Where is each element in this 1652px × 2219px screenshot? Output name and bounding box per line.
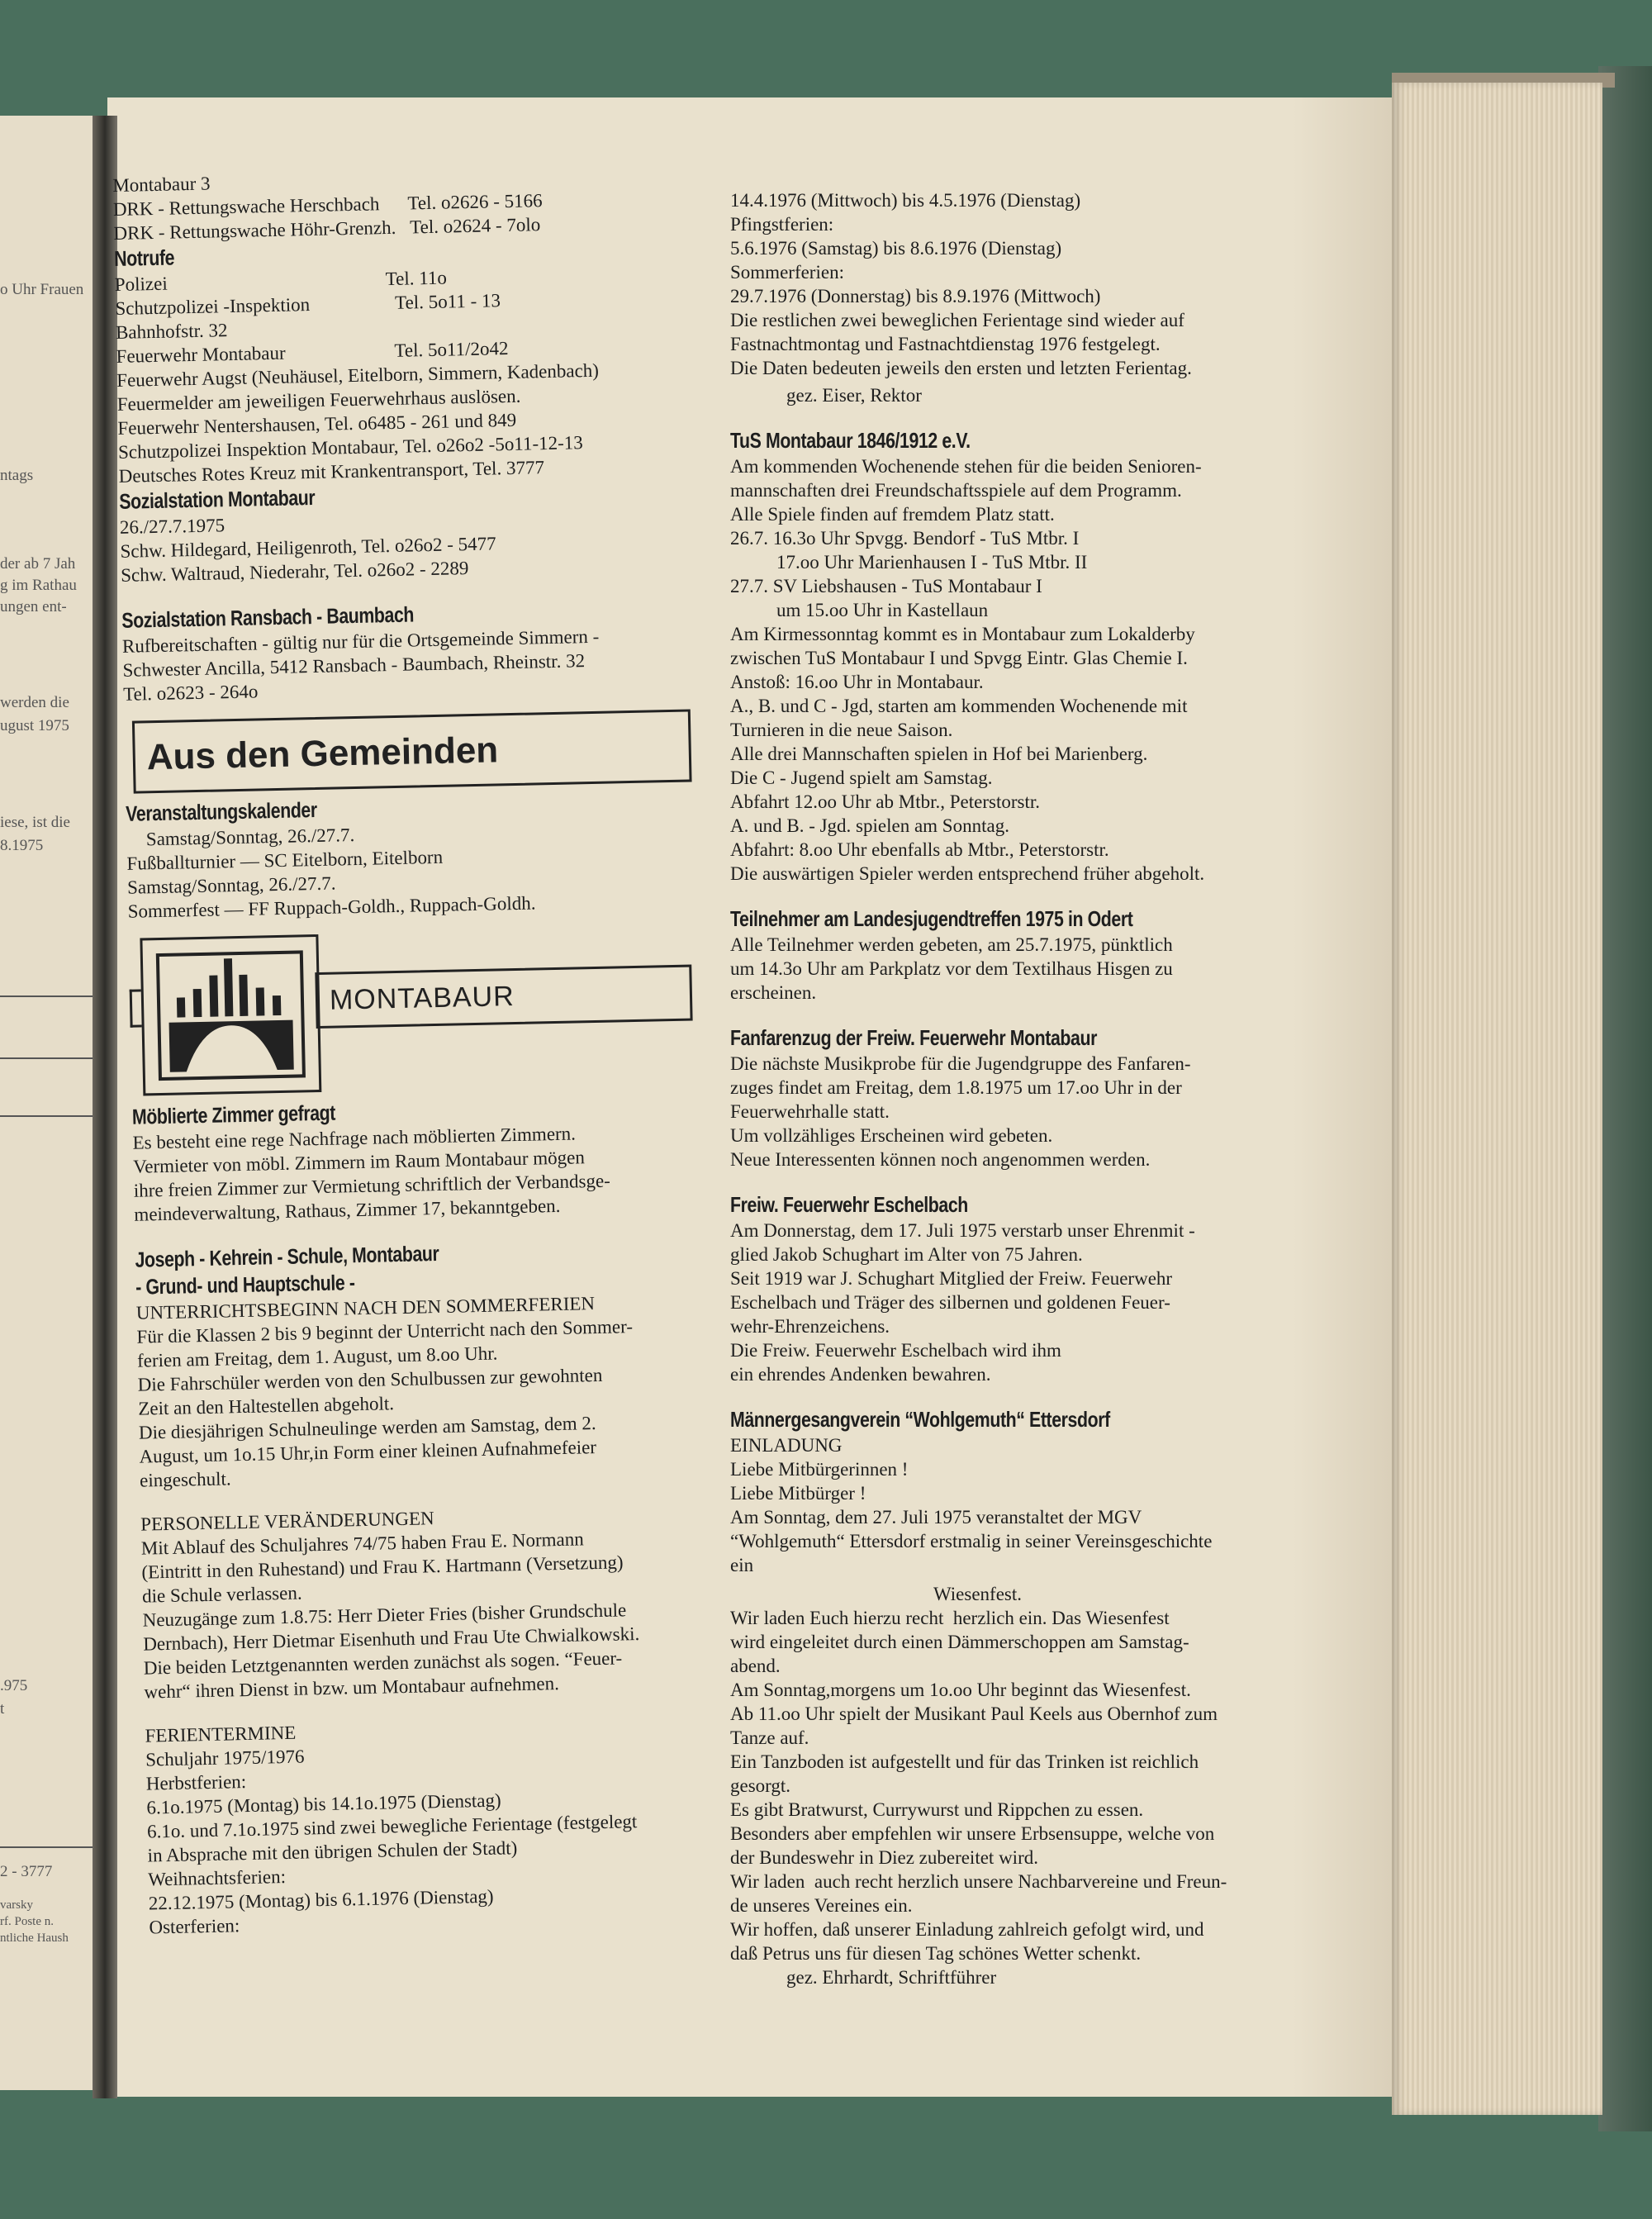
text-line: in Absprache mit den übrigen Schulen der Stadt) [147,1837,518,1866]
text-line: UNTERRICHTSBEGINN NACH DEN SOMMERFERIEN [135,1293,596,1323]
text-line: A., B. und C - Jgd, starten am kommenden Wochenende mit [730,696,1188,716]
text-line: 14.4.1976 (Mittwoch) bis 4.5.1976 (Dienstag) [730,190,1081,211]
text-line: Feuerwehr Montabaur Tel. 5o11/2o42 [116,338,509,367]
section-subheading: - Grund- und Hauptschule - [135,1270,355,1300]
text-line: 6.1o. und 7.1o.1975 sind zwei bewegliche Ferientage (festgelegt [146,1811,638,1842]
text-line: Anstoß: 16.oo Uhr in Montabaur. [730,672,984,692]
section-heading: Möblierte Zimmer gefragt [131,1100,336,1129]
text-line: Schuljahr 1975/1976 [145,1746,305,1770]
coat-of-arms-logo [140,934,321,1095]
text-line: Fastnachtmontag und Fastnachtdienstag 1976 festgelegt. [730,334,1161,354]
text-line: Wir hoffen, daß unserer Einladung zahlreich gefolgt wird, und [730,1919,1204,1940]
text-line: Wir laden auch recht herzlich unsere Nachbarvereine und Freun- [730,1871,1227,1892]
text-line: Rufbereitschaften - gültig nur für die Ortsgemeinde Simmern - [121,625,600,657]
text-line: Dernbach), Herr Dietmar Eisenhuth und Frau Ute Chwialkowski. [143,1623,640,1655]
text-line: Feuerwehr Augst (Neuhäusel, Eitelborn, Simmern, Kadenbach) [116,359,600,391]
emergency-numbers [112,161,705,488]
text-line: gesorgt. [730,1775,791,1796]
logo-label: MONTABAUR [329,980,515,1016]
left-fragment: der ab 7 Jah [0,555,76,573]
section-heading: Fanfarenzug der Freiw. Feuerwehr Montabaur [730,1025,1097,1050]
right-column [730,188,1358,1989]
logo-label-box [315,965,692,1029]
text-line: Montabaur 3 [112,173,211,196]
text-line: Alle Spiele finden auf fremdem Platz statt. [730,504,1055,525]
text-line: Sommerferien: [730,262,844,283]
text-line: mannschaften drei Freundschaftsspiele auf dem Programm. [730,480,1182,501]
text-line: Feuerwehrhalle statt. [730,1101,890,1122]
text-line: Herbstferien: [145,1771,247,1794]
left-fragment: iese, ist die [0,814,70,831]
text-line: daß Petrus uns für diesen Tag schönes Wetter schenkt. [730,1943,1142,1964]
text-line: Alle drei Mannschaften spielen in Hof bei Marienberg. [730,744,1148,764]
text-line: Samstag/Sonntag, 26./27.7. [126,872,336,898]
text-line: um 15.oo Uhr in Kastellaun [776,600,989,620]
text-line: DRK - Rettungswache Herschbach Tel. o2626 - 5166 [112,190,543,220]
text-line: Am Sonntag, dem 27. Juli 1975 veranstaltet der MGV [730,1507,1142,1528]
text-line: Wiesenfest. [933,1584,1023,1604]
text-line: 26./27.7.1975 [119,515,225,538]
text-line: 5.6.1976 (Samstag) bis 8.6.1976 (Dienstag) [730,238,1062,259]
text-line: DRK - Rettungswache Höhr-Grenzh. Tel. o2624 - 7olo [113,214,541,244]
text-line: Deutsches Rotes Kreuz mit Krankentransport, Tel. 3777 [118,457,545,487]
section-heading: Teilnehmer am Landesjugendtreffen 1975 in Odert [730,906,1133,931]
text-line: Am kommenden Wochenende stehen für die beiden Senioren- [730,456,1202,477]
text-line: Seit 1919 war J. Schughart Mitglied der Freiw. Feuerwehr [730,1268,1173,1289]
text-line: wird eingeleitet durch einen Dämmerschoppen am Samstag- [730,1632,1189,1652]
section-heading: Freiw. Feuerwehr Eschelbach [730,1192,968,1217]
text-line: Zeit an den Haltestellen abgeholt. [138,1393,395,1419]
text-line: ein [730,1555,754,1575]
text-line: die Schule verlassen. [141,1582,302,1607]
text-line: Die diesjährigen Schulneulinge werden am Samstag, dem 2. [138,1413,596,1443]
text-line: Osterferien: [149,1915,240,1938]
text-line: Besonders aber empfehlen wir unsere Erbsensuppe, welche von [730,1823,1215,1844]
section-heading: Notrufe [113,245,175,271]
text-line: Feuermelder am jeweiligen Feuerwehrhaus auslösen. [116,385,521,415]
text-line: PERSONELLE VERÄNDERUNGEN [140,1508,434,1535]
text-line: Am Donnerstag, dem 17. Juli 1975 verstarb unser Ehrenmit - [730,1220,1195,1241]
text-line: Die Fahrschüler werden von den Schulbussen zur gewohnten [137,1364,603,1395]
text-line: ihre freien Zimmer zur Vermietung schriftlich der Verbandsge- [133,1170,611,1201]
text-line: Schutzpolizei Inspektion Montabaur, Tel. o26o2 -5o11-12-13 [117,432,583,463]
text-line: Alle Teilnehmer werden gebeten, am 25.7.1975, pünktlich [730,934,1173,955]
text-line: Die Daten bedeuten jeweils den ersten und letzten Ferientag. [730,358,1192,378]
text-line: Neue Interessenten können noch angenommen werden. [730,1149,1151,1170]
divider [0,1057,106,1059]
left-page-fragment [0,116,106,2090]
left-fragment: .975 [0,1677,28,1694]
text-line: Es gibt Bratwurst, Currywurst und Rippchen zu essen. [730,1799,1144,1820]
text-line: 6.1o.1975 (Montag) bis 14.1o.1975 (Dienstag) [146,1789,501,1818]
text-line: eingeschult. [139,1468,231,1491]
text-line: 29.7.1976 (Donnerstag) bis 8.9.1976 (Mittwoch) [730,286,1101,306]
divider [0,1846,106,1848]
text-line: Schw. Waltraud, Niederahr, Tel. o26o2 - 2289 [120,558,469,586]
text-line: Ein Tanzboden ist aufgestellt und für das Trinken ist reichlich [730,1751,1199,1772]
text-line: wehr-Ehrenzeichens. [730,1316,890,1337]
text-line: Schutzpolizei -Inspektion Tel. 5o11 - 13 [115,290,501,319]
text-line: de unseres Vereines ein. [730,1895,913,1916]
text-line: FERIENTERMINE [145,1722,297,1746]
left-column [112,161,736,1939]
section-heading: Sozialstation Montabaur [119,484,316,514]
text-line: Liebe Mitbürger ! [730,1483,866,1504]
text-line: Am Sonntag,morgens um 1o.oo Uhr beginnt das Wiesenfest. [730,1680,1191,1700]
text-line: Mit Ablauf des Schuljahres 74/75 haben Frau E. Normann [140,1528,584,1559]
text-line: Abfahrt: 8.oo Uhr ebenfalls ab Mtbr., Peterstorstr. [730,839,1109,860]
text-line: EINLADUNG [730,1435,843,1456]
text-line: Um vollzähliges Erscheinen wird gebeten. [730,1125,1053,1146]
text-line: Schw. Hildegard, Heiligenroth, Tel. o26o2 - 5477 [120,533,496,562]
text-line: meindeverwaltung, Rathaus, Zimmer 17, bekanntgeben. [134,1195,561,1225]
left-fragment: ungen ent- [0,598,67,615]
text-line: Polizei Tel. 11o [114,267,448,295]
text-line: Abfahrt 12.oo Uhr ab Mtbr., Peterstorstr. [730,791,1040,812]
text-line: ferien am Freitag, dem 1. August, um 8.oo Uhr. [136,1342,498,1371]
text-line: Die auswärtigen Spieler werden entsprechend früher abgeholt. [730,863,1205,884]
text-line: (Eintritt in den Ruhestand) und Frau K. Hartmann (Versetzung) [141,1551,624,1583]
section-heading: Veranstaltungskalender [125,796,318,826]
left-fragment: 8.1975 [0,837,44,854]
section-title: Aus den Gemeinden [146,729,499,777]
castle-icon [151,945,311,1085]
section-heading: Sozialstation Ransbach - Baumbach [121,601,415,633]
text-line: Wir laden Euch hierzu recht herzlich ein. Das Wiesenfest [730,1608,1170,1628]
text-line: 17.oo Uhr Marienhausen I - TuS Mtbr. II [776,552,1088,573]
text-line: erscheinen. [730,982,817,1003]
text-line: 26.7. 16.3o Uhr Spvgg. Bendorf - TuS Mtbr. I [730,528,1080,549]
text-line: Die restlichen zwei beweglichen Ferientage sind wieder auf [730,310,1184,330]
text-line: Die nächste Musikprobe für die Jugendgruppe des Fanfaren- [730,1053,1191,1074]
text-line: A. und B. - Jgd. spielen am Sonntag. [730,815,1009,836]
text-line: Ab 11.oo Uhr spielt der Musikant Paul Keels aus Obernhof zum [730,1703,1218,1724]
text-line: Es besteht eine rege Nachfrage nach möblierten Zimmern. [132,1123,577,1153]
text-line: Für die Klassen 2 bis 9 beginnt der Unterricht nach den Sommer- [136,1316,634,1347]
text-line: Weihnachtsferien: [147,1866,287,1890]
text-line: Samstag/Sonntag, 26./27.7. [145,824,355,850]
text-line: “Wohlgemuth“ Ettersdorf erstmalig in seiner Vereinsgeschichte [730,1531,1213,1551]
text-line: Am Kirmessonntag kommt es in Montabaur zum Lokalderby [730,624,1195,644]
left-fragment: g im Rathau [0,577,77,594]
text-line: 27.7. SV Liebshausen - TuS Montabaur I [730,576,1042,596]
text-line: Turnieren in die neue Saison. [730,720,953,740]
left-fragment: werden die [0,694,69,711]
text-line: Vermieter von möbl. Zimmern im Raum Montabaur mögen [132,1147,586,1177]
left-fragment: varsky [0,1898,33,1912]
left-fragment: 2 - 3777 [0,1863,53,1880]
text-line: Schwester Ancilla, 5412 Ransbach - Baumbach, Rheinstr. 32 [122,650,586,681]
signature: gez. Ehrhardt, Schriftführer [786,1967,997,1988]
text-line: Bahnhofstr. 32 [115,320,228,343]
text-line: August, um 1o.15 Uhr,in Form einer kleinen Aufnahmefeier [139,1437,597,1467]
left-fragment: o Uhr Frauen [0,281,84,298]
text-line: Neuzugänge zum 1.8.75: Herr Dieter Fries (bisher Grundschule [142,1599,627,1631]
text-line: abend. [730,1656,781,1676]
section-heading: Männergesangverein “Wohlgemuth“ Ettersdorf [730,1407,1110,1432]
text-line: Fußballturnier — SC Eitelborn, Eitelborn [126,846,444,874]
text-line: Tanze auf. [730,1727,809,1748]
left-fragment: ntags [0,467,34,484]
left-fragment: t [0,1700,5,1718]
text-line: zuges findet am Freitag, dem 1.8.1975 um 17.oo Uhr in der [730,1077,1182,1098]
section-heading: Joseph - Kehrein - Schule, Montabaur [135,1241,439,1272]
divider [0,1115,106,1117]
text-line: Die C - Jugend spielt am Samstag. [730,767,993,788]
text-line: Die beiden Letztgenannten werden zunächst als sogen. “Feuer- [143,1647,623,1679]
text-line: glied Jakob Schughart im Alter von 75 Jahren. [730,1244,1083,1265]
divider [0,995,106,997]
section-title-box [132,709,692,793]
text-line: Die Freiw. Feuerwehr Eschelbach wird ihm [730,1340,1061,1361]
text-line: um 14.3o Uhr am Parkplatz vor dem Textilhaus Hisgen zu [730,958,1173,979]
text-line: ein ehrendes Andenken bewahren. [730,1364,991,1385]
left-fragment: ugust 1975 [0,717,69,734]
text-line: Sommerfest — FF Ruppach-Goldh., Ruppach-Goldh. [127,892,536,922]
book-gutter [93,116,117,2098]
left-fragment: ntliche Haush [0,1932,69,1945]
text-line: Tel. o2623 - 264o [122,681,259,705]
left-fragment: rf. Poste n. [0,1915,54,1928]
signature: gez. Eiser, Rektor [786,385,922,406]
text-line: Pfingstferien: [730,214,834,235]
section-heading: TuS Montabaur 1846/1912 e.V. [730,428,971,453]
text-line: Liebe Mitbürgerinnen ! [730,1459,909,1480]
text-line: zwischen TuS Montabaur I und Spvgg Eintr. Glas Chemie I. [730,648,1188,668]
text-line: wehr“ ihren Dienst in bzw. um Montabaur aufnehmen. [144,1673,560,1703]
text-line: 22.12.1975 (Montag) bis 6.1.1976 (Dienstag) [148,1885,494,1914]
book-cover-edge [1598,66,1652,2131]
montabaur-logo-block [128,926,718,1095]
text-line: der Bundeswehr in Diez zubereitet wird. [730,1847,1038,1868]
text-line: Feuerwehr Nentershausen, Tel. o6485 - 261 und 849 [117,409,517,439]
text-line: Eschelbach und Träger des silbernen und goldenen Feuer- [730,1292,1170,1313]
page-stack-edge [1392,83,1602,2115]
